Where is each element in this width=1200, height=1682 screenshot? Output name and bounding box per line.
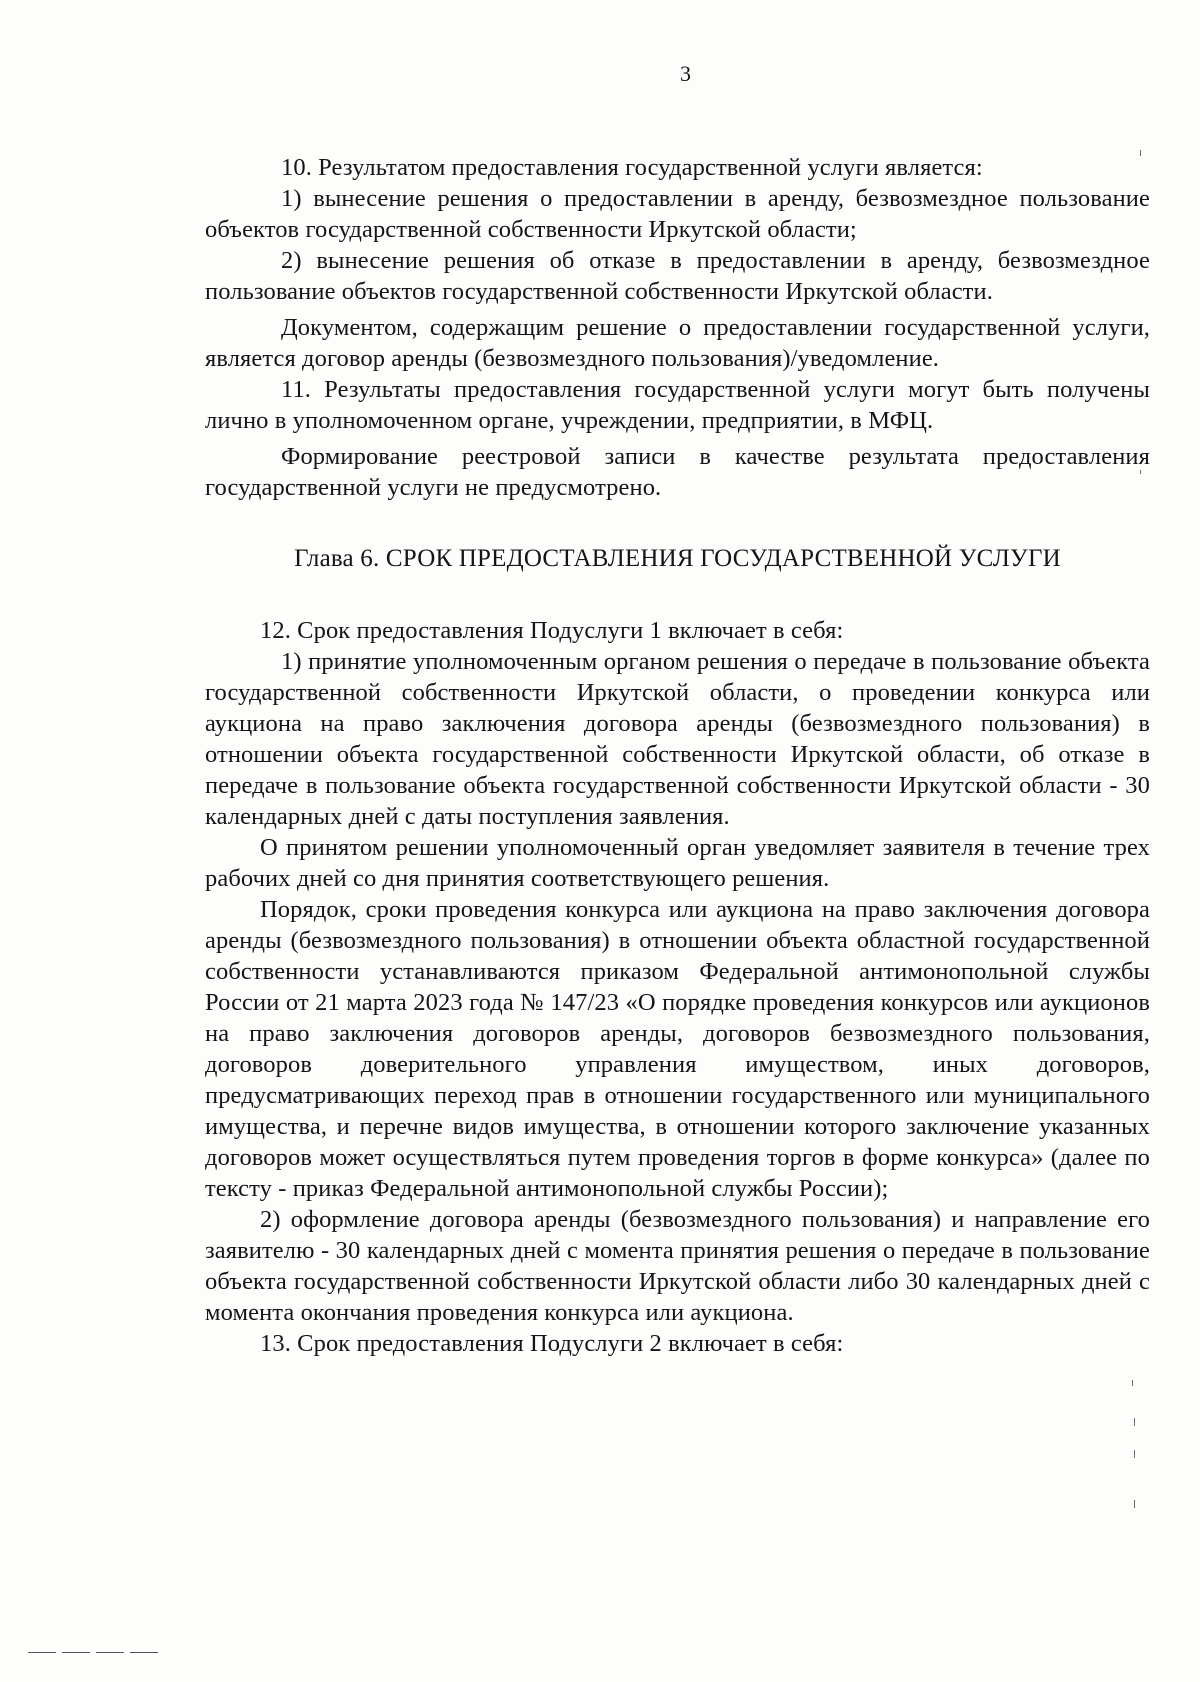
section-10-item-1: 1) вынесение решения о предоставлении в аренду, безвозмездное пользование объектов государственной собственности Иркутской области;: [205, 185, 1150, 243]
section-11-text: 11. Результаты предоставления государственной услуги могут быть получены лично в уполномоченном органе, учреждении, предприятии, в МФЦ.: [205, 376, 1150, 434]
scan-artifact: [1140, 470, 1141, 474]
section-13-intro: 13. Срок предоставления Подуслуги 2 включает в себя:: [260, 1330, 844, 1357]
page-number-text: 3: [680, 61, 691, 86]
section-12-procedure: Порядок, сроки проведения конкурса или аукциона на право заключения договора аренды (безвозмездного пользования) в отношении объекта областной государственной собственности устанавливаются приказом Федеральной антимонопольной службы России от 21 марта 2023 года № 147/23 «О порядке проведения конкурсов или аукционов на право заключения договоров аренды, договоров безвозмездного пользования, договоров доверительного управления имуществом, иных договоров, предусматривающих переход прав в отношении государственного или муниципального имущества, и перечне видов имущества, в отношении которого заключение указанных договоров может осуществляться путем проведения торгов в форме конкурса» (далее по тексту - приказ Федеральной антимонопольной службы России);: [205, 896, 1150, 1202]
scan-artifact: [1134, 1450, 1135, 1458]
chapter-6-heading: Глава 6. СРОК ПРЕДОСТАВЛЕНИЯ ГОСУДАРСТВЕННОЙ УСЛУГИ: [294, 545, 1061, 572]
section-12-item-1: 1) принятие уполномоченным органом решения о передаче в пользование объекта государственной собственности Иркутской области, о проведении конкурса или аукциона на право заключения договора аренды (безвозмездного пользования) в отношении объекта государственной собственности Иркутской области, об отказе в передаче в пользование объекта государственной собственности Иркутской области - 30 календарных дней с даты поступления заявления.: [205, 648, 1150, 830]
scan-artifact: [1134, 1418, 1135, 1426]
section-11-registry-note: Формирование реестровой записи в качестве результата предоставления государственной услуги не предусмотрено.: [205, 443, 1150, 501]
document-body: [205, 152, 1150, 1359]
scan-artifact: [1140, 150, 1141, 156]
section-10-item-2: 2) вынесение решения об отказе в предоставлении в аренду, безвозмездное пользование объектов государственной собственности Иркутской области.: [205, 247, 1150, 305]
section-10-intro: 10. Результатом предоставления государственной услуги является:: [281, 154, 983, 181]
scan-artifact: [1132, 1380, 1133, 1386]
section-12-notice: О принятом решении уполномоченный орган уведомляет заявителя в течение трех рабочих дней со дня принятия соответствующего решения.: [205, 834, 1150, 892]
scan-footer-rule: [28, 1652, 158, 1653]
section-12-item-2: 2) оформление договора аренды (безвозмездного пользования) и направление его заявителю - 30 календарных дней с момента принятия решения о передаче в пользование объекта государственной собственности Иркутской области либо 30 календарных дней с момента окончания проведения конкурса или аукциона.: [205, 1206, 1150, 1326]
section-10-document-note: Документом, содержащим решение о предоставлении государственной услуги, является договор аренды (безвозмездного пользования)/уведомление.: [205, 314, 1150, 372]
scan-artifact: [1134, 1500, 1135, 1508]
section-12-intro: 12. Срок предоставления Подуслуги 1 включает в себя:: [260, 617, 844, 644]
